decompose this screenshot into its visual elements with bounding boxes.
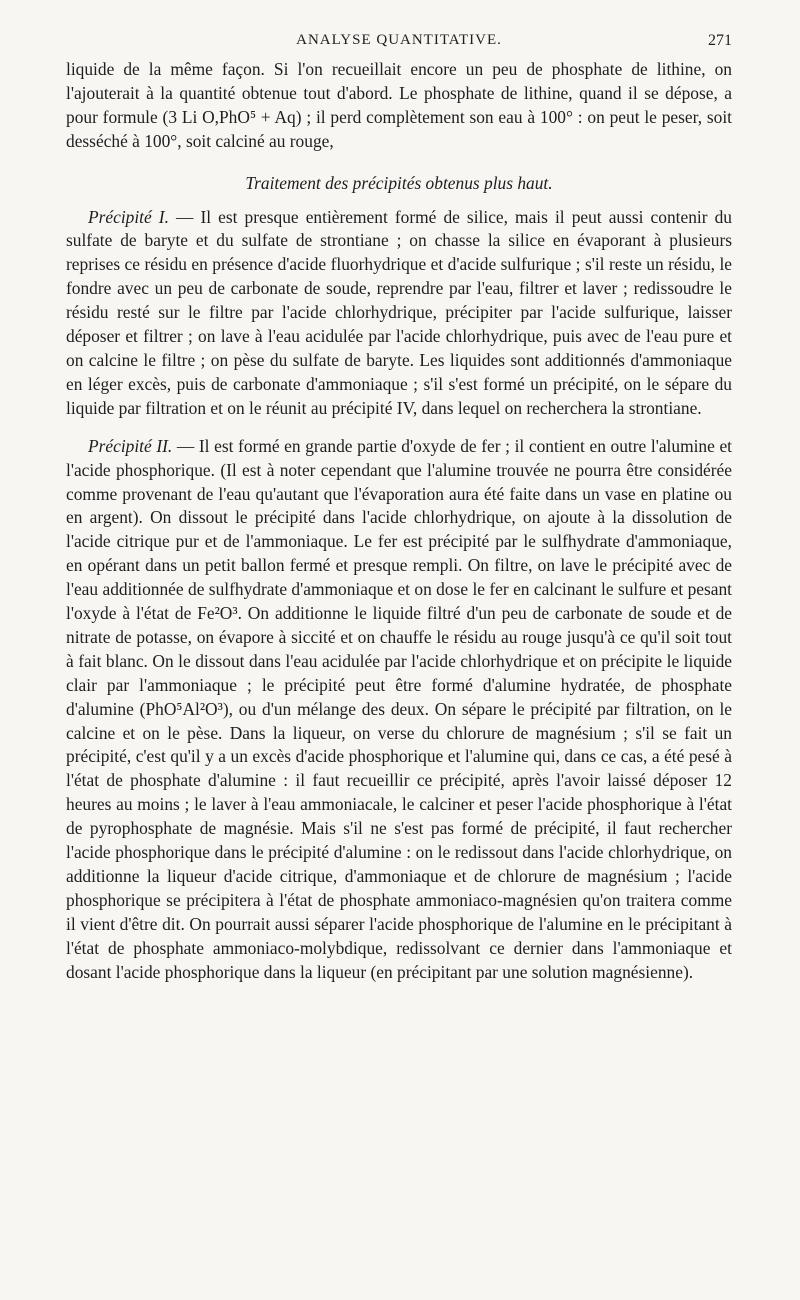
- paragraph-continuation: liquide de la même façon. Si l'on recueillait encore un peu de phosphate de lithine, on l'ajouterait à la quantité obtenue tout d'abord. Le phosphate de lithine, quand il se dépose, a pour formule (3 Li O,PhO⁵ + Aq) ; il perd complètement son eau à 100° : on peut le peser, soit desséché à 100°, soit calciné au rouge,: [66, 59, 732, 151]
- section-title: Traitement des précipités obtenus plus haut.: [245, 172, 553, 193]
- precipite-1-text: — Il est presque entièrement formé de silice, mais il peut aussi contenir du sulfate de baryte et du sulfate de strontiane ; on chasse la silice en évaporant à plusieurs reprises ce résidu en présence d'acide fluorhydrique et d'acide sulfurique ; s'il reste un résidu, le fondre avec un peu de carbonate de soude, reprendre par l'eau, filtrer et laver ; redissoudre le résidu resté sur le filtre par l'acide chlorhydrique, précipiter par l'acide sulfurique, laisser déposer et filtrer ; on lave à l'eau acidulée par l'acide chlorhydrique, puis avec de l'eau pure et on calcine le filtre ; on pèse du sulfate de baryte. Les liquides sont additionnés d'ammoniaque en léger excès, puis de carbonate d'ammoniaque ; s'il s'est formé un précipité, on le sépare du liquide par filtration et on le réunit au précipité IV, dans lequel on recherchera la strontiane.: [66, 206, 732, 418]
- page-header: [66, 32, 732, 54]
- precipite-2-text: — Il est formé en grande partie d'oxyde de fer ; il contient en outre l'alumine et l'acide phosphorique. (Il est à noter cependant que l'alumine trouvée ne pourra être considérée comme provenant de l'eau qu'autant que l'évaporation aura été faite dans un vase en platine ou en argent). On dissout le précipité dans l'acide chlorhydrique, on ajoute à la dissolution de l'acide citrique pur et de l'ammoniaque. Le fer est précipité par le sulfhydrate d'ammoniaque, en opérant dans un petit ballon fermé et presque rempli. On filtre, on lave le précipité avec de l'eau additionnée de sulfhydrate d'ammoniaque et on dose le fer en calcinant le sulfure et pesant l'oxyde à l'état de Fe²O³. On additionne le liquide filtré d'un peu de carbonate de soude et de nitrate de potasse, on évapore à siccité et on chauffe le résidu au rouge jusqu'à ce qu'il soit tout à fait blanc. On le dissout dans l'eau acidulée par l'acide chlorhydrique et on précipite le liquide clair par l'ammoniaque ; le précipité peut être formé d'alumine hydratée, de phosphate d'alumine (PhO⁵Al²O³), ou d'un mélange des deux. On sépare le précipité par filtration, on le calcine et on le pèse. Dans la liqueur, on verse du chlorure de magnésium ; s'il se fait un précipité, c'est qu'il y a un excès d'acide phosphorique et l'alumine qui, dans ce cas, a été pesé à l'état de phosphate d'alumine : il faut recueillir ce précipité, après l'avoir laissé déposer 12 heures au moins ; le laver à l'eau ammoniacale, le calciner et peser l'acide phosphorique à l'état de pyrophosphate de magnésie. Mais s'il ne s'est pas formé de précipité, il faut rechercher l'acide phosphorique dans le précipité d'alumine : on le redissout dans l'acide chlorhydrique, on additionne la liqueur d'acide citrique, d'ammoniaque et de chlorure de magnésium ; l'acide phosphorique se précipitera à l'état de phosphate ammoniaco-magnésien qu'on traitera comme il vient d'être dit. On pourrait aussi séparer l'acide phosphorique de l'alumine en le précipitant à l'état de phosphate ammoniaco-molybdique, redissolvant ce dernier dans l'ammoniaque et dosant l'acide phosphorique dans la liqueur (en précipitant par une solution magnésienne).: [66, 435, 732, 982]
- page-number: 271: [708, 32, 732, 49]
- precipite-1-label: Précipité I.: [88, 206, 169, 227]
- paragraph-precipite-1: [66, 206, 732, 421]
- running-head: ANALYSE QUANTITATIVE.: [296, 32, 502, 48]
- precipite-2-label: Précipité II.: [88, 435, 173, 456]
- paragraph-precipite-2: [66, 435, 732, 985]
- page-body: [66, 58, 732, 985]
